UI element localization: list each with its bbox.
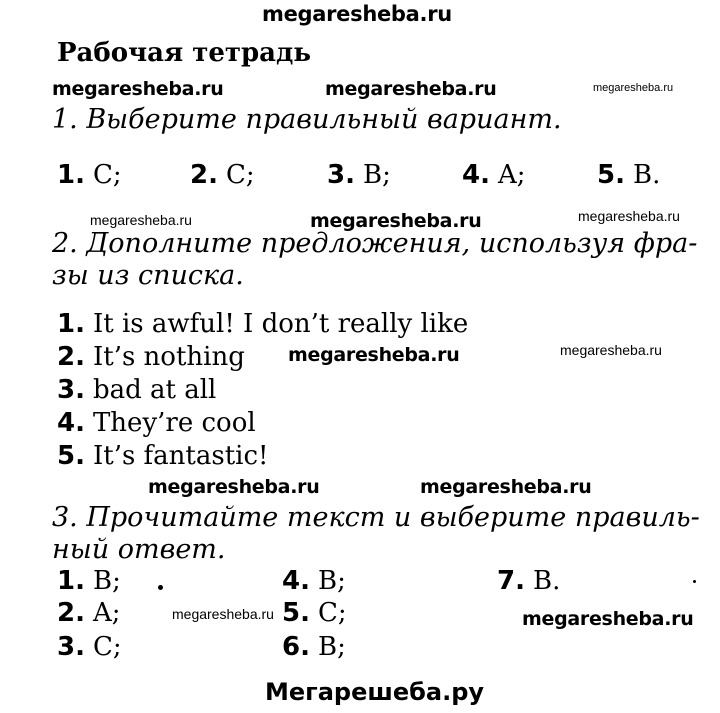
footer-site-name: Мегарешеба.ру — [265, 678, 485, 706]
watermark: megaresheba.ru — [325, 78, 497, 100]
watermark: megaresheba.ru — [288, 344, 460, 366]
task1-answer-4: 4. A; — [462, 160, 526, 190]
watermark: megaresheba.ru — [148, 476, 320, 498]
task3-answer-5: 5. C; — [282, 598, 347, 628]
watermark: megaresheba.ru — [310, 210, 482, 232]
watermark: megaresheba.ru — [560, 342, 662, 358]
task3-title-line1: 3. Прочитайте текст и выберите правиль- — [52, 502, 700, 533]
watermark: megaresheba.ru — [172, 606, 274, 622]
task3-answer-6: 6. B; — [282, 632, 346, 662]
watermark: megaresheba.ru — [262, 2, 452, 26]
speck-mark — [693, 580, 696, 583]
task2-title-line1: 2. Дополните предложения, используя фра- — [52, 228, 698, 259]
task3-title-line2: ный ответ. — [52, 534, 226, 565]
task1-answer-3: 3. B; — [327, 160, 391, 190]
task2-answer-3: 3. bad at all — [57, 375, 217, 405]
task2-answer-4: 4. They’re cool — [57, 408, 256, 438]
task2-answer-5: 5. It’s fantastic! — [57, 441, 269, 471]
task3-answer-2: 2. A; — [57, 598, 121, 628]
task1-answer-1: 1. C; — [57, 160, 122, 190]
task3-answer-3: 3. C; — [57, 632, 122, 662]
task1-answer-5: 5. B. — [597, 160, 661, 190]
task1-answer-2: 2. C; — [190, 160, 255, 190]
watermark: megaresheba.ru — [52, 78, 224, 100]
page-heading: Рабочая тетрадь — [57, 38, 311, 68]
task2-answer-1: 1. It is awful! I don’t really like — [57, 309, 469, 339]
watermark: megaresheba.ru — [420, 476, 592, 498]
task3-answer-7: 7. B. — [497, 566, 561, 596]
watermark: megaresheba.ru — [578, 208, 680, 224]
watermark: megaresheba.ru — [593, 82, 674, 94]
watermark: megaresheba.ru — [90, 212, 192, 228]
task2-answer-2: 2. It’s nothing — [57, 342, 245, 372]
task2-title-line2: зы из списка. — [52, 260, 244, 291]
task1-title: 1. Выберите правильный вариант. — [52, 104, 562, 135]
task3-answer-1: 1. B; — [57, 566, 121, 596]
watermark: megaresheba.ru — [522, 608, 694, 630]
task3-answer-4: 4. B; — [282, 566, 346, 596]
speck-mark — [158, 585, 163, 590]
